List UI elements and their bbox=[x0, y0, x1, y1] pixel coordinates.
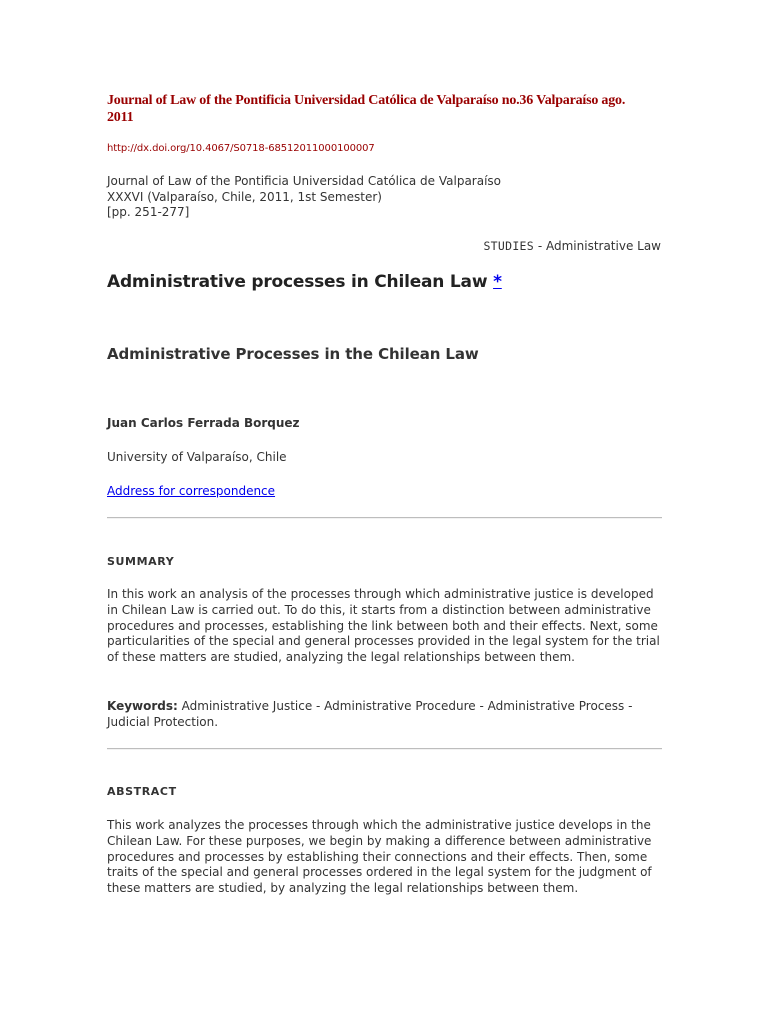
section-kind: STUDIES bbox=[483, 239, 535, 253]
abstract-heading: ABSTRACT bbox=[107, 785, 177, 798]
article-title bbox=[107, 272, 502, 292]
summary-text: In this work an analysis of the processes through which administrative justice is developed in Chilean Law is carried out. To do this, it starts from a distinction between administrative procedures and processes, establishing the link between both and their effects. Next, some particularities of the special and general processes provided in the legal system for the trial of these matters are studied, analyzing the legal relationships between them. bbox=[107, 587, 660, 665]
keywords bbox=[107, 699, 662, 731]
correspondence-link[interactable]: Address for correspondence bbox=[107, 484, 276, 498]
citation-pages: [pp. 251-277] bbox=[107, 205, 190, 219]
author-affiliation: University of Valparaíso, Chile bbox=[107, 450, 287, 464]
keywords-text: Administrative Justice - Administrative Procedure - Administrative Process - Judicial Protection. bbox=[107, 699, 633, 729]
article-title-text: Administrative processes in Chilean Law bbox=[107, 272, 488, 292]
doi-link[interactable]: http://dx.doi.org/10.4067/S0718-68512011000100007 bbox=[107, 143, 375, 154]
summary-heading: SUMMARY bbox=[107, 555, 175, 568]
keywords-label: Keywords: bbox=[107, 699, 178, 713]
footnote-link[interactable]: * bbox=[493, 272, 502, 292]
section-separator: - bbox=[534, 239, 546, 253]
journal-title: Journal of Law of the Pontificia Universidad Católica de Valparaíso no.36 Valparaíso ago. 2011 bbox=[107, 93, 626, 125]
author-name: Juan Carlos Ferrada Borquez bbox=[107, 416, 300, 430]
divider bbox=[107, 748, 662, 750]
citation-volume: XXXVI (Valparaíso, Chile, 2011, 1st Semester) bbox=[107, 189, 382, 204]
divider bbox=[107, 517, 662, 519]
citation-block bbox=[107, 174, 501, 221]
abstract-text: This work analyzes the processes through which the administrative justice develops in the Chilean Law. For these purposes, we begin by making a difference between administrative procedures and processes by establishing their connections and their effects. Then, some traits of the special and general processes ordered in the legal system for the judgment of these matters are studied, by analyzing the legal relationships between them. bbox=[107, 818, 652, 896]
section-topic: Administrative Law bbox=[545, 239, 661, 253]
article-subtitle: Administrative Processes in the Chilean Law bbox=[107, 345, 479, 363]
citation-journal: Journal of Law of the Pontificia Universidad Católica de Valparaíso bbox=[107, 174, 502, 188]
section-label bbox=[483, 239, 661, 253]
